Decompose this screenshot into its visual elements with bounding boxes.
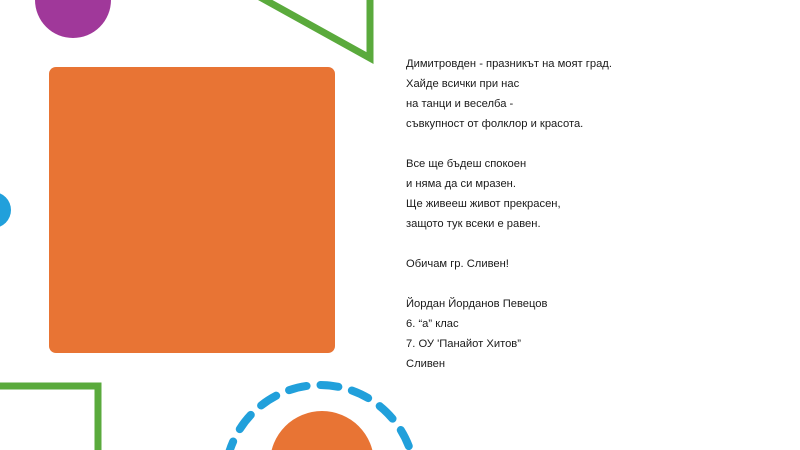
poem-line: Хайде всички при нас — [406, 78, 520, 90]
green-triangle-shape — [258, 0, 370, 58]
purple-circle-shape — [35, 0, 111, 38]
poem-line: на танци и веселба - — [406, 98, 514, 110]
orange-circle-shape — [270, 411, 374, 450]
poem-text — [406, 54, 786, 374]
closing-line: Обичам гр. Сливен! — [406, 258, 509, 270]
stanza-gap — [406, 234, 786, 254]
author-class: 6. “а” клас — [406, 318, 459, 330]
green-square-outline-shape — [0, 386, 98, 450]
author-city: Сливен — [406, 358, 446, 370]
poem-line: Все ще бъдеш спокоен — [406, 158, 527, 170]
blue-circle-shape — [0, 192, 11, 228]
poem-line: защото тук всеки е равен. — [406, 218, 541, 230]
orange-photo-placeholder — [49, 67, 335, 353]
poem-line: съвкупност от фолклор и красота. — [406, 118, 584, 130]
stanza-gap — [406, 134, 786, 154]
author-school: 7. ОУ 'Панайот Хитов” — [406, 338, 521, 350]
poem-line: Ще живееш живот прекрасен, — [406, 198, 561, 210]
author-name: Йордан Йорданов Певецов — [406, 298, 548, 310]
poem-line: и няма да си мразен. — [406, 178, 516, 190]
stanza-gap — [406, 274, 786, 294]
poem-line: Димитровден - празникът на моят град. — [406, 58, 612, 70]
